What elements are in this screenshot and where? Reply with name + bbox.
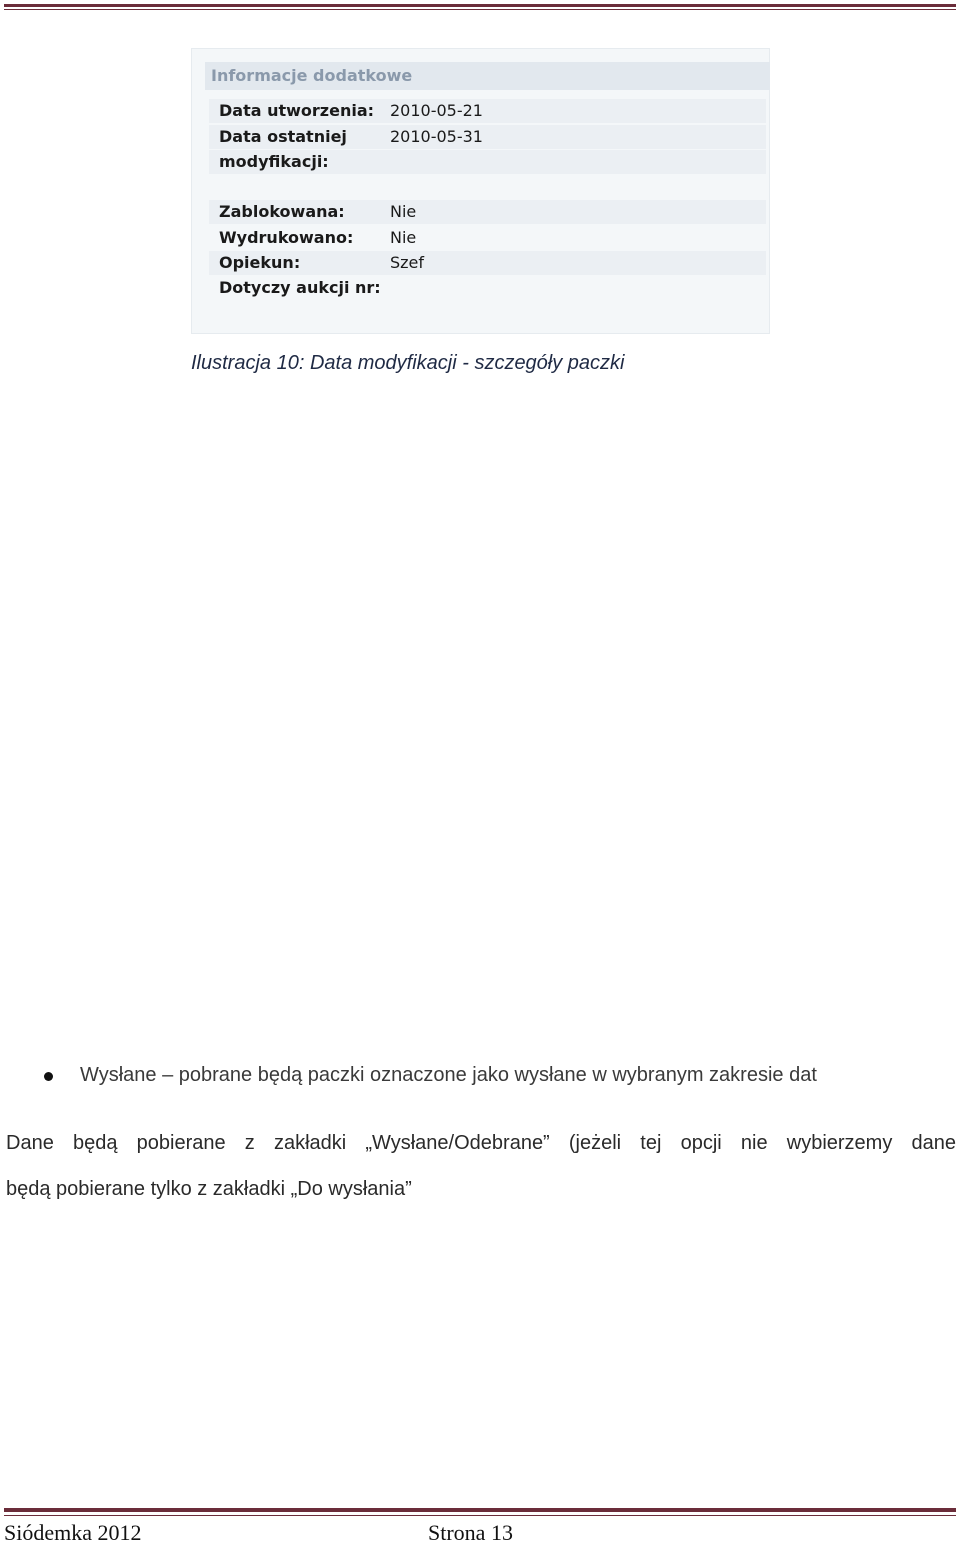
- info-row-printed: [209, 226, 766, 250]
- paragraph-line-1: Dane będą pobierane z zakładki „Wysłane/Odebrane” (jeżeli tej opcji nie wybierzemy dane: [6, 1132, 956, 1154]
- row-label: Zablokowana:: [219, 202, 345, 221]
- row-value: Nie: [390, 228, 417, 247]
- row-label: modyfikacji:: [219, 152, 329, 171]
- info-row-supervisor: [209, 251, 766, 275]
- footer-left: Siódemka 2012: [4, 1520, 142, 1545]
- info-row-locked: [209, 200, 766, 224]
- row-value: Nie: [390, 202, 417, 221]
- row-label: Opiekun:: [219, 253, 301, 272]
- row-label: Data utworzenia:: [219, 101, 375, 120]
- figure-caption: Ilustracja 10: Data modyfikacji - szczegóły paczki: [191, 352, 625, 374]
- header-rule: [4, 4, 956, 10]
- row-label: Dotyczy aukcji nr:: [219, 278, 381, 297]
- row-value: Szef: [390, 253, 425, 272]
- paragraph-line-2: będą pobierane tylko z zakładki „Do wysłania”: [6, 1178, 412, 1200]
- row-value: 2010-05-21: [390, 101, 483, 120]
- info-row-auction: [209, 276, 766, 300]
- additional-info-screenshot: [191, 48, 770, 334]
- footer-page-number: Strona 13: [428, 1520, 513, 1545]
- bullet-dot-icon: [44, 1072, 53, 1081]
- info-row-created: [209, 99, 766, 123]
- row-label: Data ostatniej: [219, 127, 347, 146]
- row-value: 2010-05-31: [390, 127, 483, 146]
- row-label: Wydrukowano:: [219, 228, 354, 247]
- info-row-modified-cont: [209, 150, 766, 174]
- footer-rule: [4, 1508, 956, 1516]
- bullet-text: Wysłane – pobrane będą paczki oznaczone jako wysłane w wybranym zakresie dat: [80, 1064, 817, 1086]
- panel-header: Informacje dodatkowe: [205, 62, 770, 90]
- info-row-modified: [209, 125, 766, 149]
